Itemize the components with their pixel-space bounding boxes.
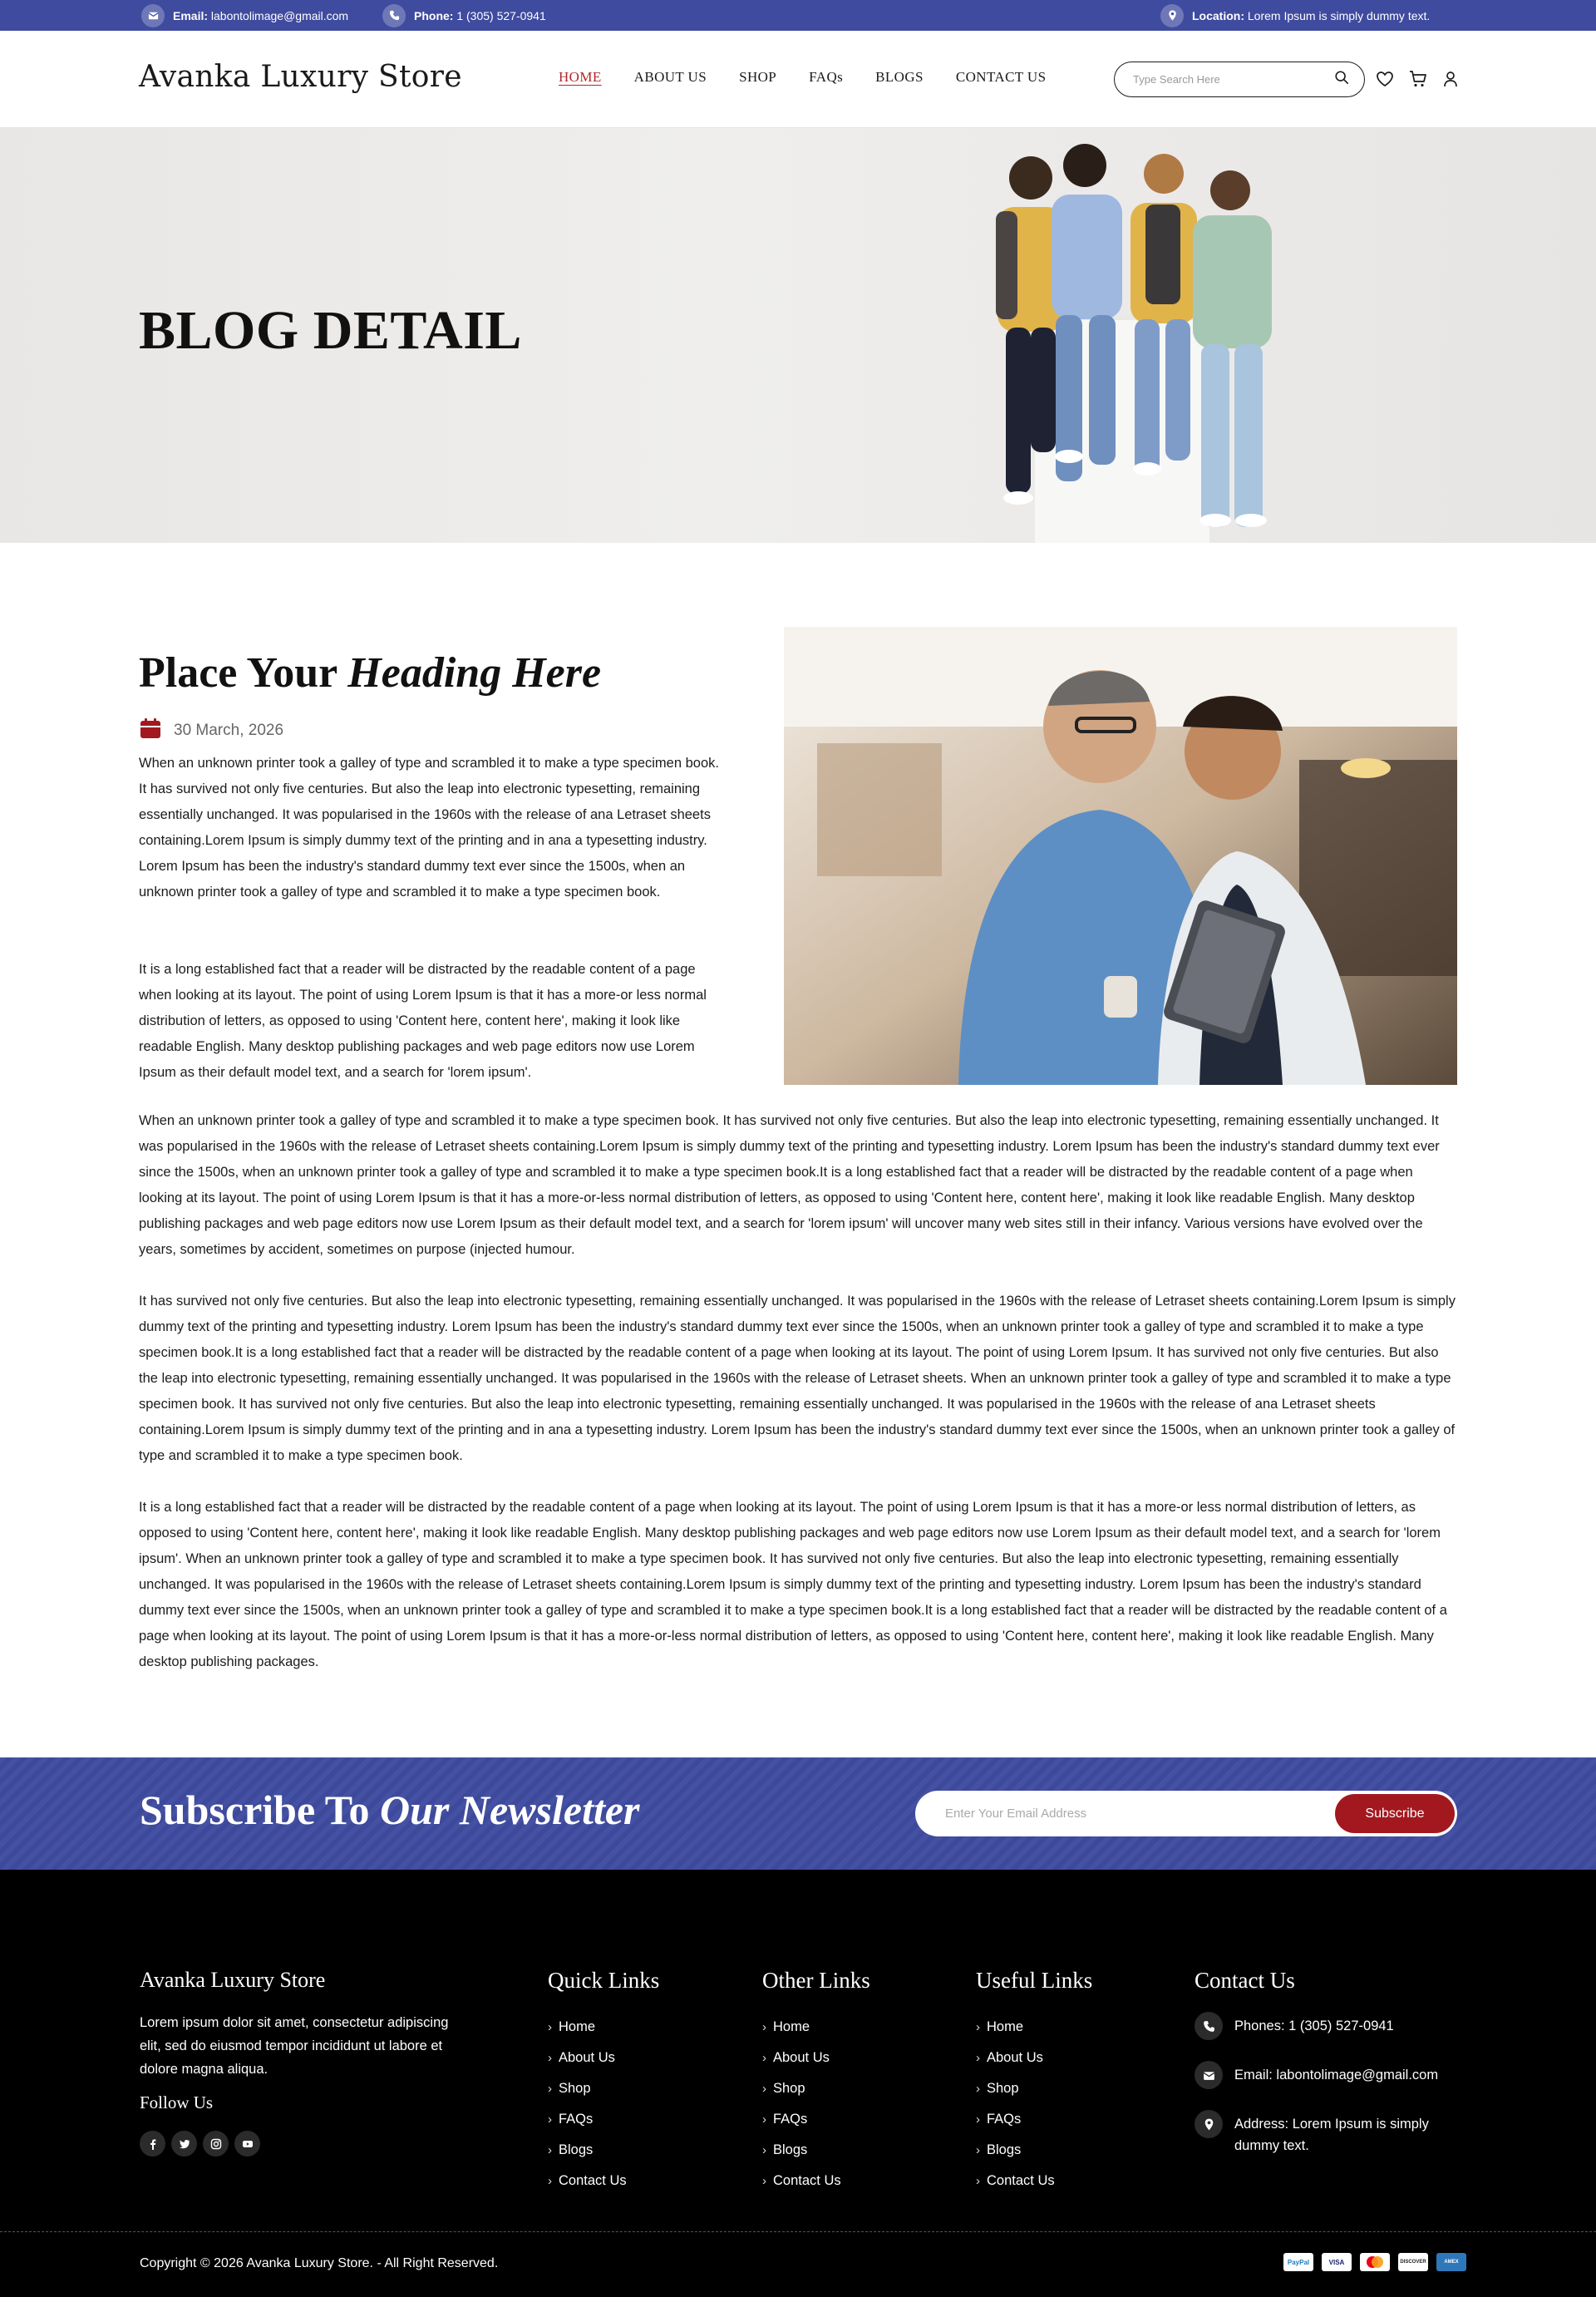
chevron-right-icon: › [762,2174,766,2188]
useful-link-about-us[interactable] [976,2043,1092,2073]
contact-phone-text: Phones: 1 (305) 527-0941 [1234,2019,1394,2033]
article-heading-italic: Heading Here [347,649,602,697]
nav-about-us[interactable]: ABOUT US [633,69,707,85]
other-link-about-us[interactable] [762,2043,870,2073]
location-label: Location: [1192,8,1244,22]
quick-links-title: Quick Links [548,1968,660,1993]
quick-link-label: Home [559,2019,596,2034]
other-links-title: Other Links [762,1968,870,1993]
newsletter-form [915,1791,1457,1836]
calendar-icon [139,717,162,745]
newsletter-title-plain: Subscribe To [140,1787,381,1833]
article-heading-plain: Place Your [139,649,348,697]
phone-icon [1195,2012,1223,2040]
newsletter-title [140,1786,640,1834]
facebook-icon[interactable] [140,2131,165,2157]
top-bar [0,0,1596,31]
chevron-right-icon: › [976,2082,980,2096]
useful-link-label: Shop [987,2081,1019,2096]
subscribe-button[interactable]: Subscribe [1335,1794,1455,1833]
useful-link-faqs[interactable] [976,2104,1092,2135]
useful-link-label: FAQs [987,2112,1022,2127]
main-nav [559,69,1078,86]
chevron-right-icon: › [548,2174,552,2188]
chevron-right-icon: › [976,2174,980,2188]
contact-phone[interactable] [1195,2012,1469,2040]
article-date [139,717,283,745]
site-footer [0,1870,1596,2297]
article-paragraph-3: When an unknown printer took a galley of type and scrambled it to make a type specimen book. It has survived not only five centuries. But also the leap into electronic typesetting, remaining essentially unchanged. It was popularised in the 1960s with the release of Letraset sheets containing.Lorem Ipsum is simply dummy text of the printing and typesetting industry. Lorem Ipsum has been the industry's standard dummy text ever since the 1500s, when an unknown printer took a galley of type and scrambled it to make a type specimen book.It is a long established fact that a reader will be distracted by the readable content of a page when looking at its layout. The point of using Lorem Ipsum is that it has a more-or-less normal distribution of letters, as opposed to using 'Content here, content here', making it look like readable English. Many desktop publishing packages and web page editors now use Lorem Ipsum as their default model text, and a search for 'lorem ipsum' will uncover many web sites still in their infancy. Various versions have evolved over the years, sometimes by accident, sometimes on purpose (injected humour. [139,1113,1440,1257]
user-account-icon[interactable] [1440,68,1461,90]
article-paragraph-1: When an unknown printer took a galley of type and scrambled it to make a type specimen book. It has survived not only five centuries. But also the leap into electronic typesetting, remaining essentially unchanged. It was popularised in the 1960s with the release of ana Letraset sheets containing.Lorem Ipsum is simply dummy text of the printing and in ana a typesetting industry. Lorem Ipsum has been the industry's standard dummy text ever since the 1500s, when an unknown printer took a galley of type and scrambled it to make a type specimen book. [139,756,719,900]
phone-value: 1 (305) 527-0941 [456,8,546,22]
other-link-blogs[interactable] [762,2135,870,2166]
other-link-label: Home [773,2019,810,2034]
chevron-right-icon: › [976,2143,980,2157]
useful-link-home[interactable] [976,2012,1092,2043]
chevron-right-icon: › [762,2082,766,2096]
nav-home[interactable]: HOME [559,69,602,85]
nav-blogs[interactable]: BLOGS [875,69,924,85]
quick-link-label: Contact Us [559,2173,627,2188]
follow-us-title: Follow Us [140,2092,214,2112]
chevron-right-icon: › [976,2020,980,2034]
footer-description: Lorem ipsum dolor sit amet, consectetur adipiscing elit, sed do eiusmod tempor incididunt ut labore et dolore magna aliqua. [140,2015,449,2077]
other-link-label: Shop [773,2081,805,2096]
contact-email[interactable] [1195,2061,1469,2089]
quick-link-about-us[interactable] [548,2043,659,2073]
useful-link-label: Home [987,2019,1024,2034]
chevron-right-icon: › [548,2082,552,2096]
footer-other-links [762,1968,870,2196]
useful-link-label: Contact Us [987,2173,1055,2188]
nav-shop[interactable]: SHOP [739,69,777,85]
quick-link-label: About Us [559,2050,615,2065]
email-value: labontolimage@gmail.com [210,8,349,22]
other-link-label: Contact Us [773,2173,841,2188]
phone-label: Phone: [414,8,454,22]
chevron-right-icon: › [762,2112,766,2127]
chevron-right-icon: › [548,2051,552,2065]
quick-link-home[interactable] [548,2012,659,2043]
newsletter-title-italic: Our Newsletter [380,1787,640,1833]
other-link-home[interactable] [762,2012,870,2043]
search-input[interactable] [1133,73,1334,86]
footer-divider [0,2231,1596,2232]
visa-icon: VISA [1322,2253,1352,2271]
other-link-shop[interactable] [762,2073,870,2104]
hero-group-photo [923,128,1305,543]
chevron-right-icon: › [762,2143,766,2157]
footer-brand[interactable]: Avanka Luxury Store [140,1968,326,1992]
article-paragraph-2: It is a long established fact that a reader will be distracted by the readable content of a page when looking at its layout. The point of using Lorem Ipsum is that it has a more-or less normal distribution of letters, as opposed to using 'Content here, content here', making it look like readable English. Many desktop publishing packages and web page editors now use Lorem Ipsum as their default model text, and a search for 'lorem ipsum'. [139,962,707,1080]
footer-quick-links [548,1968,659,2196]
quick-link-label: Shop [559,2081,591,2096]
other-link-contact-us[interactable] [762,2166,870,2196]
mail-icon [141,4,165,27]
wishlist-heart-icon[interactable] [1374,68,1396,90]
article-paragraph-5: It is a long established fact that a reader will be distracted by the readable content of a page when looking at its layout. The point of using Lorem Ipsum is that it has a more-or less normal distribution of letters, as opposed to using 'Content here, content here', making it look like readable English. Many desktop publishing packages and web page editors now use Lorem Ipsum as their default model text, and a search for 'lorem ipsum'. When an unknown printer took a galley of type and scrambled it to make a type specimen book. It has survived not only five centuries. But also the leap into electronic typesetting, remaining essentially unchanged. It was popularised in the 1960s with the release of Letraset sheets containing.Lorem Ipsum is simply dummy text of the printing and typesetting industry. Lorem Ipsum has been the industry's standard dummy text ever since the 1500s, when an unknown printer took a galley of type and scrambled it to make a type specimen book.It is a long established fact that a reader will be distracted by the readable content of a page when looking at its layout. The point of using Lorem Ipsum is that it has a more-or-less normal distribution of letters, as opposed to using 'Content here, content here', making it look like readable English. Many desktop publishing packages. [139,1500,1447,1669]
brand-logo[interactable]: Avanka Luxury Store [139,60,462,94]
nav-faqs[interactable]: FAQs [809,69,844,85]
newsletter-email-input[interactable] [945,1807,1335,1821]
search-box [1114,62,1365,97]
other-link-label: About Us [773,2050,830,2065]
site-header [0,31,1596,128]
phone-icon [382,4,406,27]
other-link-label: Blogs [773,2142,808,2157]
chevron-right-icon: › [762,2051,766,2065]
quick-link-blogs[interactable] [548,2135,659,2166]
other-link-label: FAQs [773,2112,808,2127]
article-date-text: 30 March, 2026 [174,722,284,739]
mail-icon [1195,2061,1223,2089]
footer-useful-links [976,1968,1092,2196]
other-link-faqs[interactable] [762,2104,870,2135]
topbar-location [1160,0,1430,31]
paypal-icon: PayPal [1283,2253,1313,2271]
article-paragraph-4: It has survived not only five centuries. But also the leap into electronic typesetting, remaining essentially unchanged. It was popularised in the 1960s with the release of Letraset sheets containing.Lorem Ipsum is simply dummy text of the printing and typesetting industry. Lorem Ipsum has been the industry's standard dummy text ever since the 1500s, when an unknown printer took a galley of type and scrambled it to make a type specimen book.It is a long established fact that a reader will be distracted by the readable content of a page when looking at its layout. The point of using Lorem Ipsum. It has survived not only five centuries. But also the leap into electronic typesetting, remaining essentially unchanged. It was popularised in the 1960s with the release of Letraset sheets. When an unknown printer took a galley of type and scrambled it to make a type specimen book. It has survived not only five centuries. But also the leap into electronic typesetting, remaining essentially unchanged. It was popularised in the 1960s with the release of ana Letraset sheets containing.Lorem Ipsum is simply dummy text of the printing and in ana a typesetting industry. Lorem Ipsum has been the industry's standard dummy text ever since the 1500s, when an unknown printer took a galley of type and scrambled it to make a type specimen book. [139,1294,1456,1463]
twitter-icon[interactable] [171,2131,197,2157]
page-title: BLOG DETAIL [139,300,522,361]
quick-link-contact-us[interactable] [548,2166,659,2196]
contact-email-text: Email: labontolimage@gmail.com [1234,2068,1439,2083]
useful-links-title: Useful Links [976,1968,1093,1993]
social-links [140,2131,260,2157]
email-label: Email: [173,8,209,22]
useful-link-label: Blogs [987,2142,1022,2157]
quick-link-faqs[interactable] [548,2104,659,2135]
nav-contact-us[interactable]: CONTACT US [955,69,1047,85]
location-pin-icon [1195,2110,1223,2138]
useful-link-blogs[interactable] [976,2135,1092,2166]
hero-banner [0,128,1596,543]
mastercard-icon [1360,2253,1390,2271]
useful-link-shop[interactable] [976,2073,1092,2104]
contact-us-title: Contact Us [1195,1968,1295,1993]
location-pin-icon [1160,4,1184,27]
amex-icon: AMEX [1436,2253,1466,2271]
quick-link-label: FAQs [559,2112,594,2127]
chevron-right-icon: › [548,2020,552,2034]
footer-contact [1195,1968,1469,2177]
contact-address-text: Address: Lorem Ipsum is simply dummy text. [1234,2117,1429,2153]
quick-link-shop[interactable] [548,2073,659,2104]
instagram-icon[interactable] [203,2131,229,2157]
contact-address [1195,2110,1469,2157]
quick-link-label: Blogs [559,2142,594,2157]
cart-icon[interactable] [1407,68,1429,90]
article-photo [784,627,1457,1085]
newsletter-section [0,1757,1596,1870]
discover-icon: DISCOVER [1398,2253,1428,2271]
chevron-right-icon: › [548,2112,552,2127]
article-heading [139,648,601,697]
copyright: Copyright © 2026 Avanka Luxury Store. - All Right Reserved. [140,2256,499,2270]
topbar-phone[interactable] [382,0,546,31]
search-icon[interactable] [1334,70,1349,89]
location-value: Lorem Ipsum is simply dummy text. [1247,8,1431,22]
youtube-icon[interactable] [234,2131,260,2157]
chevron-right-icon: › [976,2112,980,2127]
chevron-right-icon: › [548,2143,552,2157]
chevron-right-icon: › [762,2020,766,2034]
topbar-email[interactable] [141,0,348,31]
useful-link-contact-us[interactable] [976,2166,1092,2196]
payment-methods [1283,2253,1466,2271]
chevron-right-icon: › [976,2051,980,2065]
useful-link-label: About Us [987,2050,1043,2065]
